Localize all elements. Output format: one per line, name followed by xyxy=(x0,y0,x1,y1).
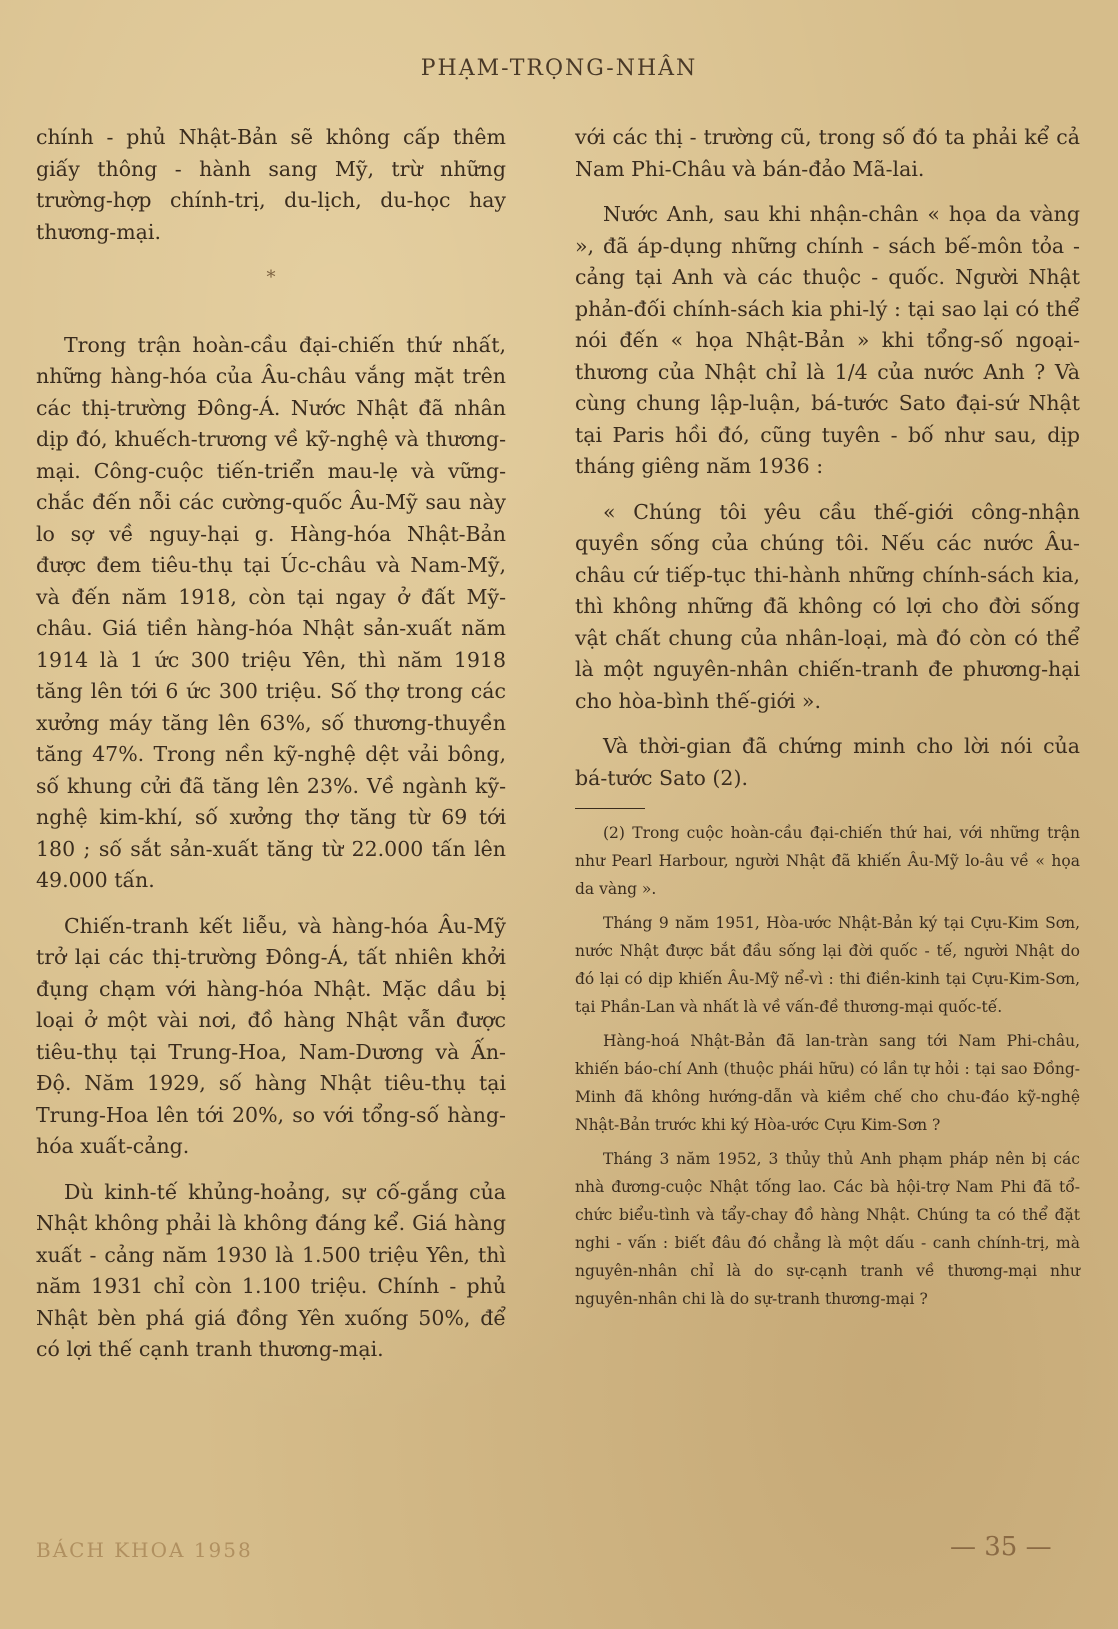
running-header: PHẠM-TRỌNG-NHÂN xyxy=(420,56,698,81)
footer-journal: BÁCH KHOA 1958 xyxy=(36,1538,253,1562)
left-column xyxy=(36,122,506,1380)
paragraph: Chiến-tranh kết liễu, và hàng-hóa Âu-Mỹ trở lại các thị-trường Đông-Á, tất nhiên khởi đụng chạm với hàng-hóa Nhật. Mặc dầu bị loại ở một vài nơi, đồ hàng Nhật vẫn được tiêu-thụ tại Trung-Hoa, Nam-Dương và Ấn-Độ. Năm 1929, số hàng Nhật tiêu-thụ tại Trung-Hoa lên tới 20%, so với tổng-số hàng-hóa xuất-cảng. xyxy=(36,913,506,1158)
paragraph: Và thời-gian đã chứng minh cho lời nói của bá-tước Sato (2). xyxy=(575,734,1080,790)
paragraph: Nước Anh, sau khi nhận-chân « họa da vàng », đã áp-dụng những chính - sách bế-môn tỏa - cảng tại Anh và các thuộc - quốc. Người Nhật phản-đối chính-sách kia phi-lý : tại sao lại có thể nói đến « họa Nhật-Bản » khi tổng-số ngoại-thương của Nhật chỉ là 1/4 của nước Anh ? Và cùng chung lập-luận, bá-tước Sato đại-sứ Nhật tại Paris hồi đó, cũng tuyên - bố như sau, dịp tháng giêng năm 1936 : xyxy=(575,202,1080,478)
paragraph: chính - phủ Nhật-Bản sẽ không cấp thêm giấy thông - hành sang Mỹ, trừ những trường-hợp chính-trị, du-lịch, du-học hay thương-mại. xyxy=(36,125,506,244)
page-number: — 35 — xyxy=(950,1532,1052,1562)
footnote: (2) Trong cuộc hoàn-cầu đại-chiến thứ hai, với những trận như Pearl Harbour, người Nhật đã khiến Âu-Mỹ lo-âu về « họa da vàng ». xyxy=(575,824,1080,898)
paragraph: với các thị - trường cũ, trong số đó ta phải kể cả Nam Phi-Châu và bán-đảo Mã-lai. xyxy=(575,125,1080,181)
footnote-rule xyxy=(575,808,645,809)
section-divider: * xyxy=(266,267,276,288)
footnote: Hàng-hoá Nhật-Bản đã lan-tràn sang tới Nam Phi-châu, khiến báo-chí Anh (thuộc phái hữu) có lần tự hỏi : tại sao Đồng-Minh đã không hướng-dẫn và kiềm chế cho chu-đáo kỹ-nghệ Nhật-Bản trước khi ký Hòa-ước Cựu Kim-Sơn ? xyxy=(575,1032,1080,1134)
footnote: Tháng 3 năm 1952, 3 thủy thủ Anh phạm pháp nên bị các nhà đương-cuộc Nhật tống lao. Các bà hội-trợ Nam Phi đã tổ-chức biểu-tình và tẩy-chay đồ hàng Nhật. Chúng ta có thể đặt nghi - vấn : biết đâu đó chẳng là một dấu - canh chính-trị, mà nguyên-nhân chỉ là do sự-cạnh tranh về thương-mại như nguyên-nhân chi là do sự-tranh thương-mại ? xyxy=(575,1150,1080,1308)
right-column xyxy=(575,122,1080,1319)
paragraph: Trong trận hoàn-cầu đại-chiến thứ nhất, những hàng-hóa của Âu-châu vắng mặt trên các thị-trường Đông-Á. Nước Nhật đã nhân dịp đó, khuếch-trương về kỹ-nghệ và thương-mại. Công-cuộc tiến-triển mau-lẹ và vững-chắc đến nỗi các cường-quốc Âu-Mỹ sau này lo sợ về nguy-hại g. Hàng-hóa Nhật-Bản được đem tiêu-thụ tại Úc-châu và Nam-Mỹ, và đến năm 1918, còn tại ngay ở đất Mỹ-châu. Giá tiền hàng-hóa Nhật sản-xuất năm 1914 là 1 ức 300 triệu Yên, thì năm 1918 tăng lên tới 6 ức 300 triệu. Số thợ trong các xưởng máy tăng lên 63%, số thương-thuyền tăng 47%. Trong nền kỹ-nghệ dệt vải bông, số khung cửi đã tăng lên 23%. Về ngành kỹ-nghệ kim-khí, số xưởng thợ tăng từ 69 tới 180 ; số sắt sản-xuất tăng từ 22.000 tấn lên 49.000 tấn. xyxy=(36,332,506,892)
footnote: Tháng 9 năm 1951, Hòa-ước Nhật-Bản ký tại Cựu-Kim Sơn, nước Nhật được bắt đầu sống lại đời quốc - tế, người Nhật do đó lại có dịp khiến Âu-Mỹ nể-vì : thi điền-kinh tại Cựu-Kim-Sơn, tại Phần-Lan và nhất là về vấn-đề thương-mại quốc-tế. xyxy=(575,914,1080,1016)
paragraph: Dù kinh-tế khủng-hoảng, sự cố-gắng của Nhật không phải là không đáng kể. Giá hàng xuất - cảng năm 1930 là 1.500 triệu Yên, thì năm 1931 chỉ còn 1.100 triệu. Chính - phủ Nhật bèn phá giá đồng Yên xuống 50%, để có lợi thế cạnh tranh thương-mại. xyxy=(36,1179,506,1361)
quote-paragraph: « Chúng tôi yêu cầu thế-giới công-nhận quyền sống của chúng tôi. Nếu các nước Âu-châu cứ tiếp-tục thi-hành những chính-sách kia, thì không những đã không có lợi cho đời sống vật chất chung của nhân-loại, mà đó còn có thể là một nguyên-nhân chiến-tranh đe phương-hại cho hòa-bình thế-giới ». xyxy=(575,499,1080,713)
